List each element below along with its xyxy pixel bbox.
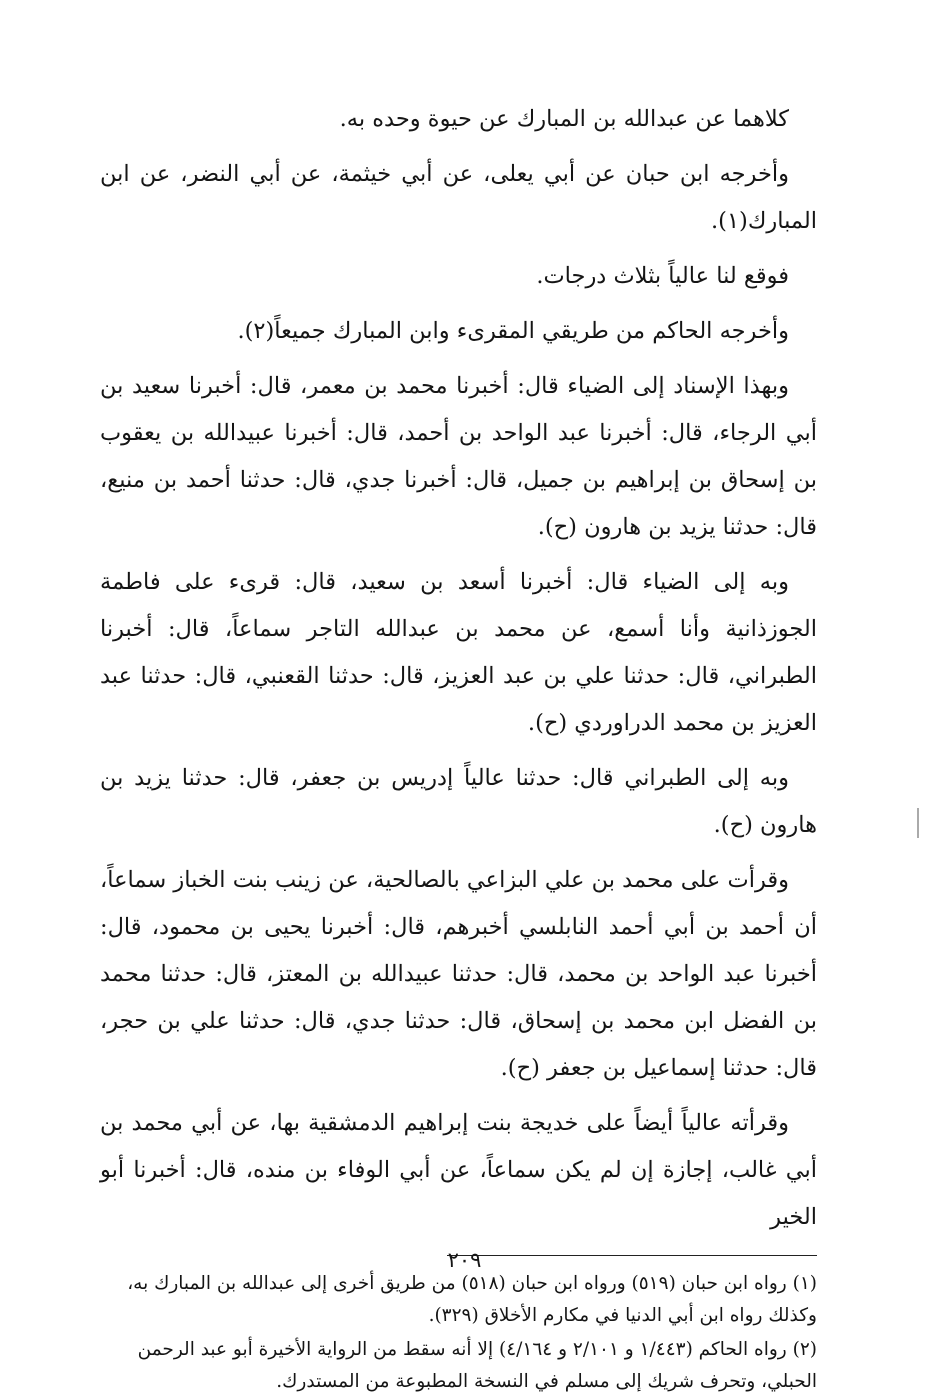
paragraph: وأخرجه الحاكم من طريقي المقرىء وابن المبارك جميعاً(٢). [237, 318, 789, 344]
paragraph: وقرأت على محمد بن علي البزاعي بالصالحية، عن زينب بنت الخباز سماعاً، أن أحمد بن أبي أحمد النابلسي أخبرهم، قال: أخبرنا يحيى بن محمود، قال: أخبرنا عبد الواحد بن محمد، قال: حدثنا عبيدالله بن المعتز، قال: حدثنا محمد بن الفضل ابن محمد بن إسحاق، قال: حدثنا جدي، قال: حدثنا علي بن حجر، قال: حدثنا إسماعيل بن جعفر (ح). [100, 867, 817, 1081]
paragraph: وأخرجه ابن حبان عن أبي يعلى، عن أبي خيثمة، عن أبي النضر، عن ابن المبارك(١). [100, 161, 817, 234]
paragraph: وبه إلى الطبراني قال: حدثنا عالياً إدريس بن جعفر، قال: حدثنا يزيد بن هارون (ح). [100, 765, 817, 838]
page-number: ٢٠٩ [447, 1248, 482, 1272]
footnotes [100, 1268, 817, 1398]
paragraph: وبهذا الإسناد إلى الضياء قال: أخبرنا محمد بن معمر، قال: أخبرنا سعيد بن أبي الرجاء، قال: أخبرنا عبد الواحد بن أحمد، قال: أخبرنا عبيدالله بن يعقوب بن إسحاق بن إبراهيم بن جميل، قال: أخبرنا جدي، قال: حدثنا أحمد بن منيع، قال: حدثنا يزيد بن هارون (ح). [100, 373, 817, 540]
paragraph: وبه إلى الضياء قال: أخبرنا أسعد بن سعيد، قال: قرىء على فاطمة الجوزذانية وأنا أسمع، عن محمد بن عبدالله التاجر سماعاً، قال: أخبرنا الطبراني، قال: حدثنا علي بن عبد العزيز، قال: حدثنا القعنبي، قال: حدثنا عبد العزيز بن محمد الدراوردي (ح). [100, 569, 817, 736]
footnote: (١) رواه ابن حبان (٥١٩) ورواه ابن حبان (٥١٨) من طريق أخرى إلى عبدالله بن المبارك به، وكذلك رواه ابن أبي الدنيا في مكارم الأخلاق (٣٢٩). [127, 1273, 817, 1326]
scan-mark [917, 808, 919, 838]
paragraph: فوقع لنا عالياً بثلاث درجات. [536, 263, 789, 289]
paragraph: كلاهما عن عبدالله بن المبارك عن حيوة وحده به. [339, 106, 789, 132]
paragraph: وقرأته عالياً أيضاً على خديجة بنت إبراهيم الدمشقية بها، عن أبي محمد بن أبي غالب، إجازة إن لم يكن سماعاً، عن أبي الوفاء بن منده، قال: أخبرنا أبو الخير [100, 1110, 817, 1230]
footnote: (٢) رواه الحاكم (١/٤٤٣ و ٢/١٠١ و ٤/١٦٤) إلا أنه سقط من الرواية الأخيرة أبو عبد الرحمن الحبلي، وتحرف شريك إلى مسلم في النسخة المطبوعة من المستدرك. [137, 1339, 817, 1392]
main-text [100, 96, 817, 1241]
